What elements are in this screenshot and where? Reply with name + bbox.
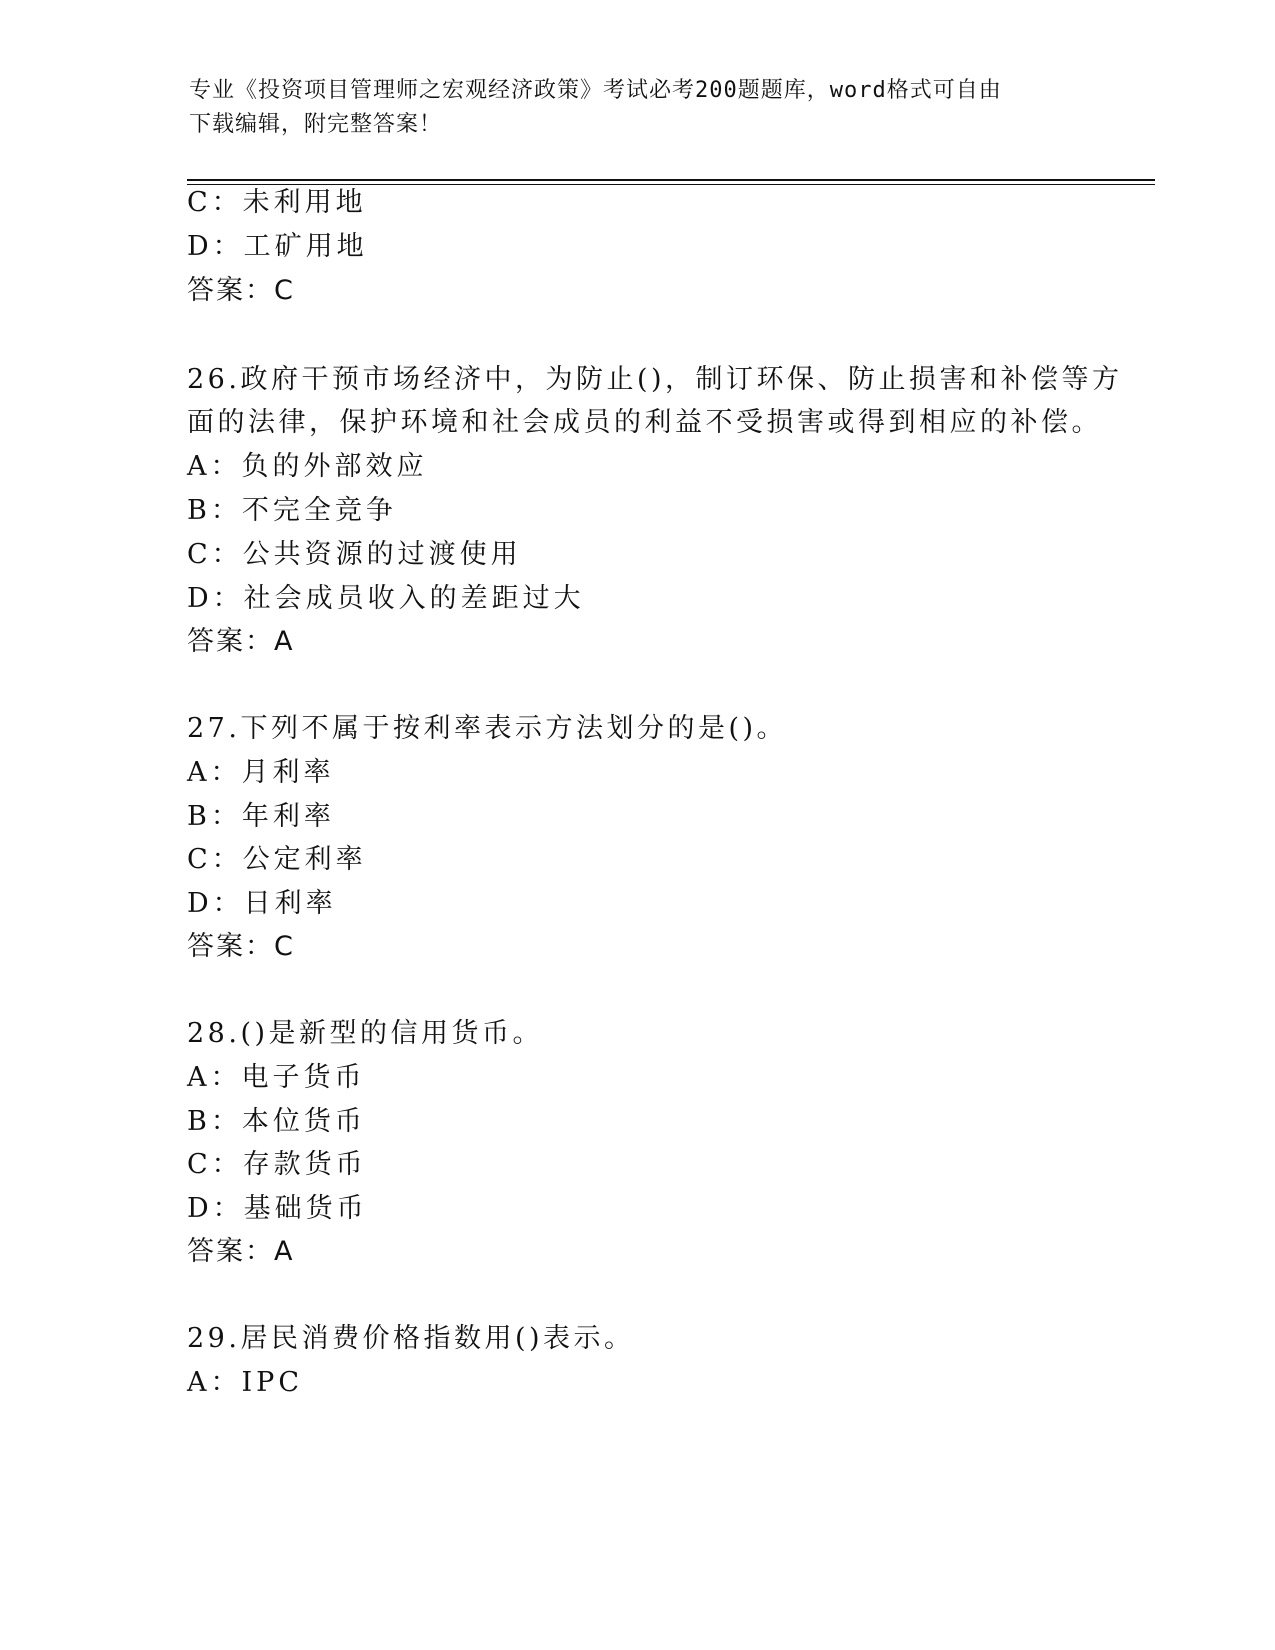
question-29: 29.居民消费价格指数用()表示。 [187, 1323, 635, 1354]
option-d: D：基础货币 [187, 1193, 368, 1224]
answer: 答案：C [187, 275, 295, 306]
option-c: C：存款货币 [187, 1149, 367, 1180]
option-a: A：月利率 [187, 757, 335, 788]
option-d: D：日利率 [187, 888, 337, 919]
option-d: D：社会成员收入的差距过大 [187, 583, 585, 614]
answer: 答案：A [187, 626, 295, 657]
option-b: B：不完全竞争 [187, 495, 397, 526]
option-a: A：IPC [187, 1367, 303, 1398]
option-a: A：电子货币 [187, 1062, 366, 1093]
answer: 答案：C [187, 931, 295, 962]
option-b: B：年利率 [187, 801, 335, 832]
option-c: C：公共资源的过渡使用 [187, 539, 522, 570]
header-divider-thin [187, 184, 1155, 185]
header-line-1: 专业《投资项目管理师之宏观经济政策》考试必考200题题库，word格式可自由 [189, 78, 1002, 103]
option-b: B：本位货币 [187, 1106, 366, 1137]
option-c: C：未利用地 [187, 187, 367, 218]
document-header [189, 74, 1089, 142]
question-27: 27.下列不属于按利率表示方法划分的是()。 [187, 713, 788, 744]
option-c: C：公定利率 [187, 844, 367, 875]
answer: 答案：A [187, 1236, 295, 1267]
question-26-line-2: 面的法律，保护环境和社会成员的利益不受损害或得到相应的补偿。 [187, 407, 1102, 438]
option-d: D：工矿用地 [187, 231, 368, 262]
header-divider-thick [187, 179, 1155, 181]
header-line-2: 下载编辑，附完整答案！ [189, 112, 443, 137]
question-26-line-1: 26.政府干预市场经济中，为防止()，制订环保、防止损害和补偿等方 [187, 364, 1123, 395]
option-a: A：负的外部效应 [187, 451, 428, 482]
question-28: 28.()是新型的信用货币。 [187, 1018, 544, 1049]
